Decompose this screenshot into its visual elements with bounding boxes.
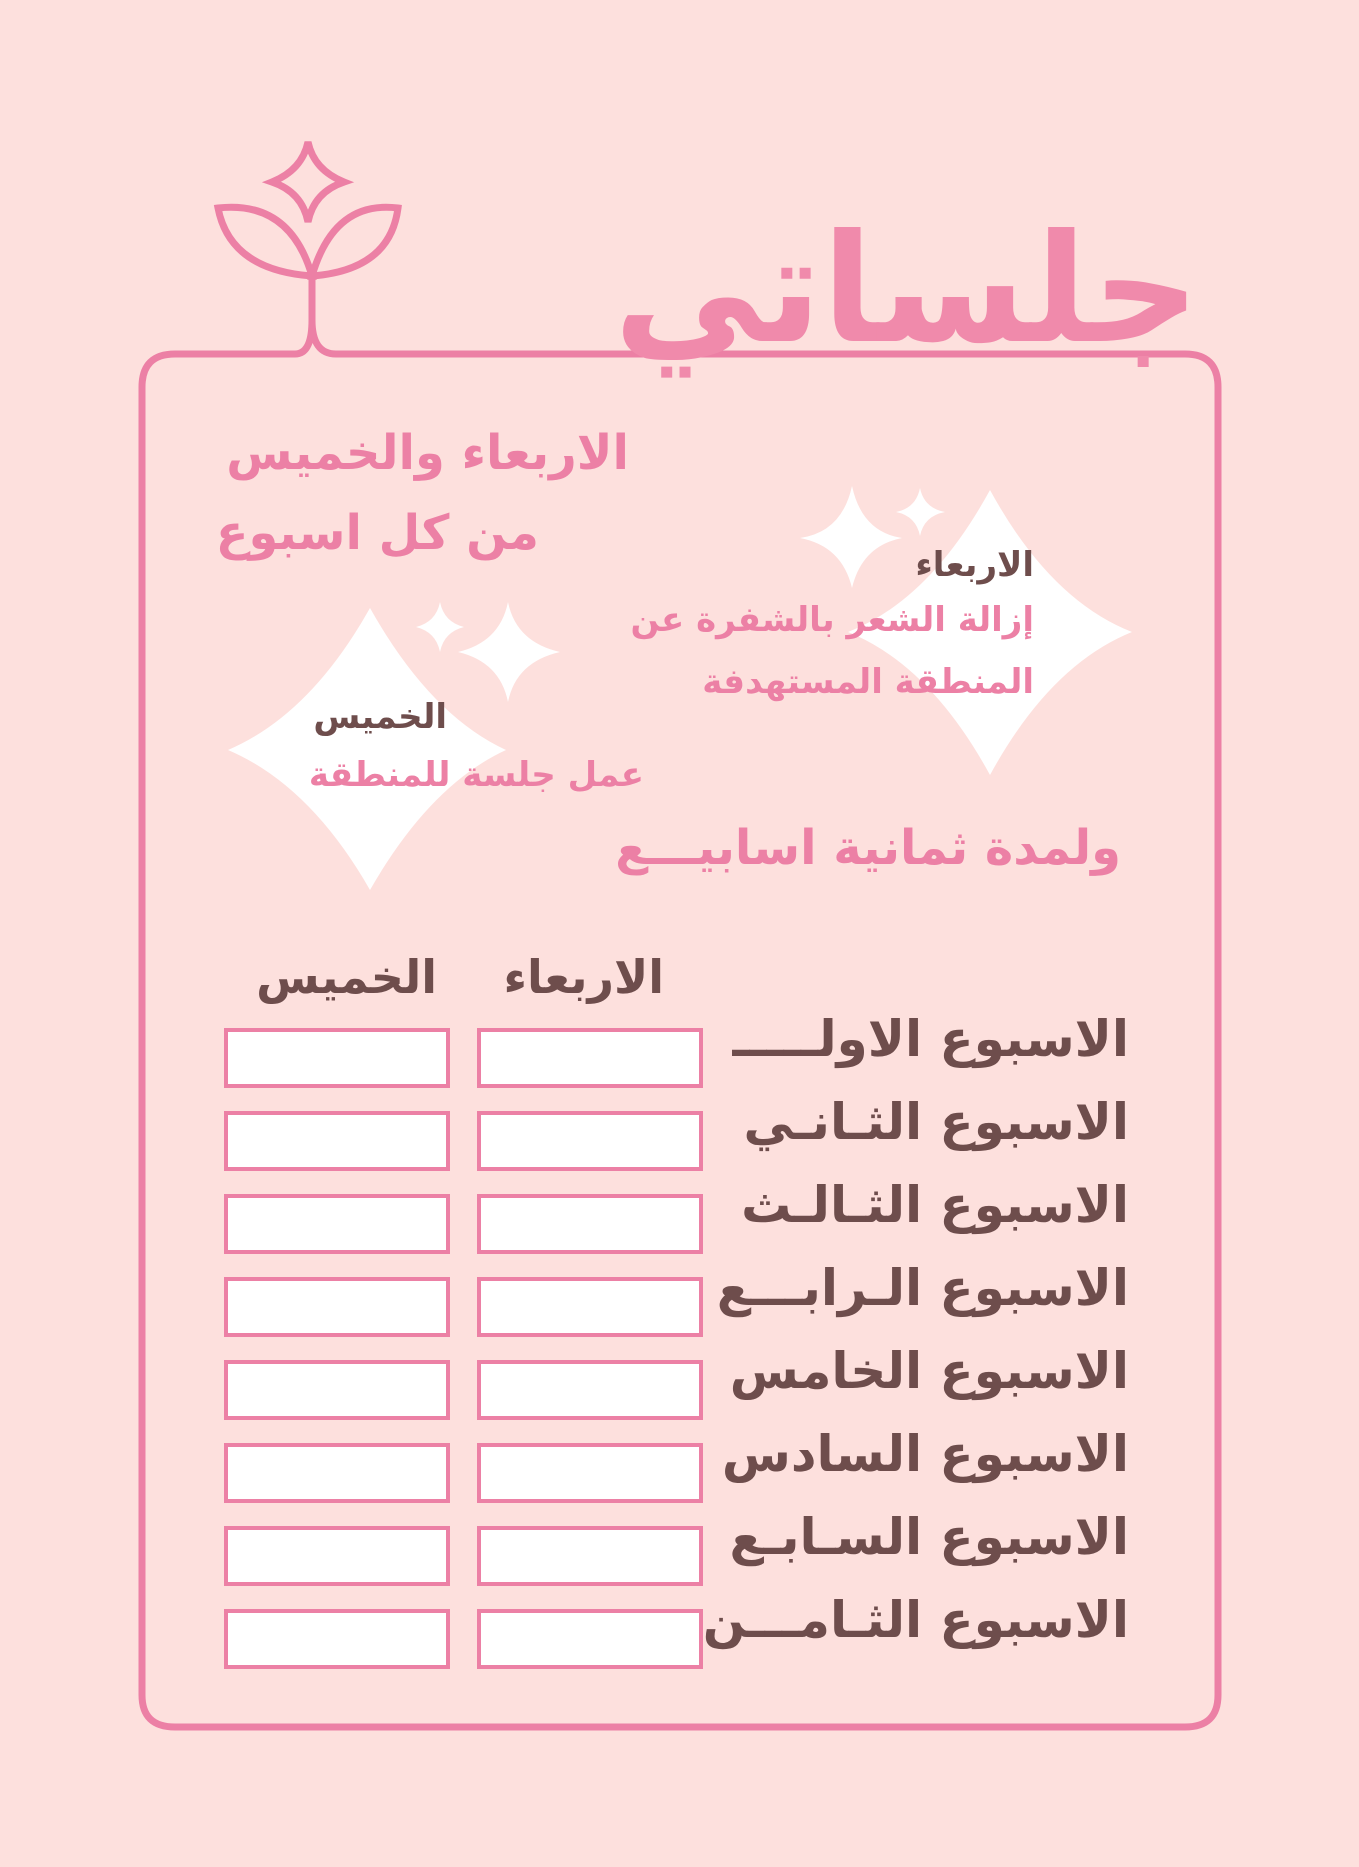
week-label: الاسبوع السـابـع	[729, 1508, 1129, 1566]
thursday-heading: الخميس	[313, 697, 447, 737]
week-label: الاسبوع الخامس	[729, 1342, 1129, 1400]
intro-days: الاربعاء والخميس	[226, 425, 629, 481]
wednesday-checkbox[interactable]	[477, 1526, 703, 1586]
week-label: الاسبوع الثـامـــن	[702, 1591, 1129, 1649]
wednesday-checkbox[interactable]	[477, 1609, 703, 1669]
leaf-left-icon	[218, 207, 312, 276]
wednesday-description: إزالة الشعر بالشفرة عن	[630, 600, 1034, 640]
sparkle-small-icon	[416, 602, 464, 652]
wednesday-heading: الاربعاء	[915, 545, 1034, 585]
thursday-checkbox[interactable]	[224, 1028, 450, 1088]
wednesday-description-2: المنطقة المستهدفة	[702, 662, 1034, 702]
page-title: جلساتي	[613, 203, 1200, 377]
duration-text: ولمدة ثمانية اسابيـــع	[615, 820, 1121, 876]
intro-frequency: من كل اسبوع	[215, 505, 539, 561]
wednesday-checkbox[interactable]	[477, 1028, 703, 1088]
thursday-checkbox[interactable]	[224, 1443, 450, 1503]
wednesday-checkbox[interactable]	[477, 1443, 703, 1503]
sparkle-icon	[800, 486, 902, 588]
thursday-checkbox[interactable]	[224, 1277, 450, 1337]
week-label: الاسبوع السادس	[721, 1425, 1129, 1483]
sparkle-icon	[458, 602, 560, 702]
wednesday-checkbox[interactable]	[477, 1111, 703, 1171]
flower-stem	[295, 268, 336, 354]
thursday-checkbox[interactable]	[224, 1360, 450, 1420]
week-label: الاسبوع الاولـــــ	[732, 1010, 1129, 1068]
week-label: الاسبوع الثـالـث	[741, 1176, 1129, 1234]
week-label: الاسبوع الـرابـــع	[716, 1259, 1129, 1317]
sparkle-small-icon	[896, 488, 945, 536]
column-header-wednesday: الاربعاء	[503, 950, 664, 1004]
wednesday-checkbox[interactable]	[477, 1360, 703, 1420]
wednesday-checkbox[interactable]	[477, 1277, 703, 1337]
thursday-checkbox[interactable]	[224, 1526, 450, 1586]
wednesday-checkbox[interactable]	[477, 1194, 703, 1254]
leaf-right-icon	[312, 207, 398, 276]
week-label: الاسبوع الثـانـي	[743, 1093, 1129, 1151]
column-header-thursday: الخميس	[256, 950, 437, 1004]
thursday-checkbox[interactable]	[224, 1194, 450, 1254]
thursday-checkbox[interactable]	[224, 1111, 450, 1171]
thursday-description: عمل جلسة للمنطقة	[308, 755, 644, 795]
thursday-checkbox[interactable]	[224, 1609, 450, 1669]
flower-bud-icon	[272, 142, 344, 222]
